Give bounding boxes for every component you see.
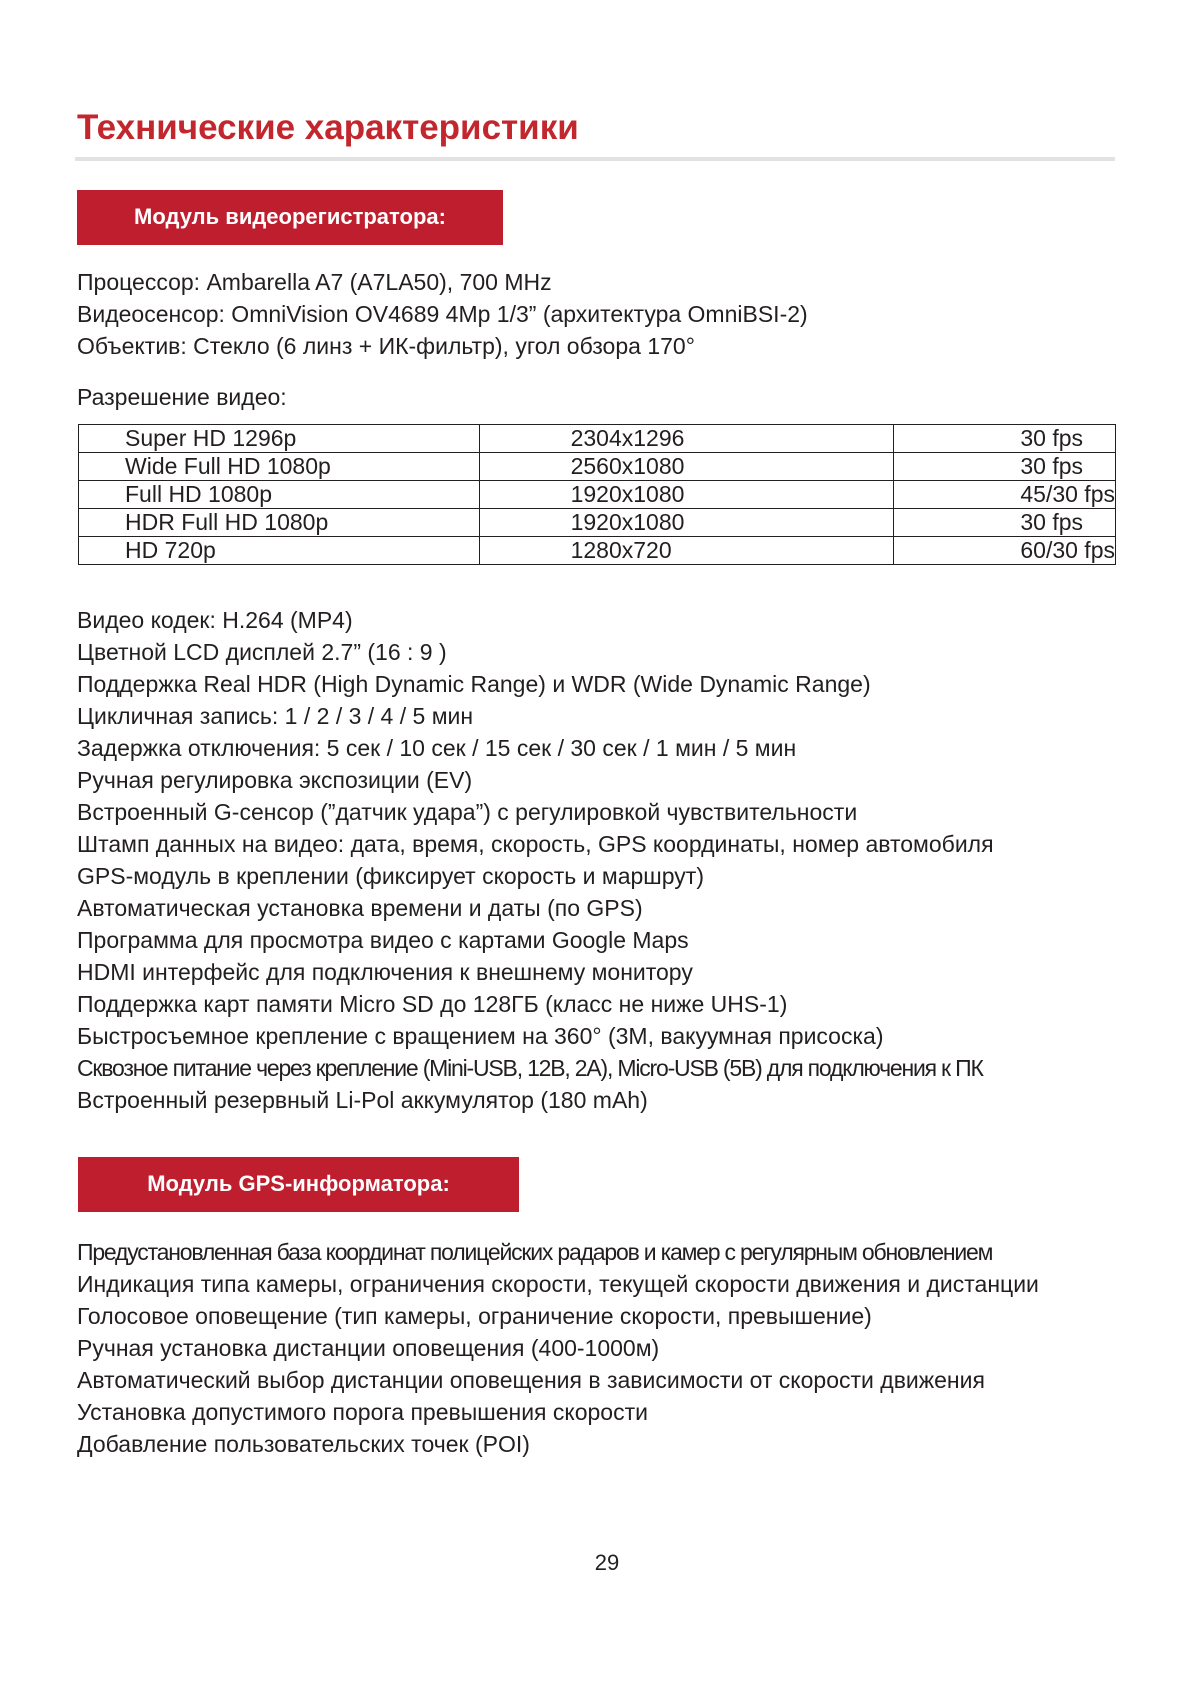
table-cell-fps: 60/30 fps (894, 537, 1116, 565)
feature-line: Сквозное питание через крепление (Mini-USB, 12В, 2А), Micro-USB (5В) для подключения к ПК (77, 1055, 983, 1081)
table-cell-mode: Full HD 1080p (79, 481, 480, 509)
page-title: Технические характеристики (77, 108, 579, 147)
feature-line: Встроенный резервный Li-Pol аккумулятор (180 mAh) (77, 1087, 648, 1113)
spec-line: Процессор: Ambarella A7 (A7LA50), 700 MHz (77, 269, 552, 295)
page-number: 29 (594, 1550, 620, 1575)
table-cell-fps: 30 fps (894, 453, 1116, 481)
feature-line: Индикация типа камеры, ограничения скорости, текущей скорости движения и дистанции (77, 1271, 1039, 1297)
feature-line: Поддержка карт памяти Micro SD до 128ГБ (класс не ниже UHS-1) (77, 991, 788, 1017)
feature-line: Цикличная запись: 1 / 2 / 3 / 4 / 5 мин (77, 703, 474, 729)
table-cell-resolution: 1920x1080 (479, 509, 894, 537)
resolution-table (78, 424, 1116, 565)
feature-line: Голосовое оповещение (тип камеры, ограничение скорости, превышение) (77, 1303, 872, 1329)
feature-line: Задержка отключения: 5 сек / 10 сек / 15 сек / 30 сек / 1 мин / 5 мин (77, 735, 797, 761)
feature-line: HDMI интерфейс для подключения к внешнему монитору (77, 959, 693, 985)
feature-line: Быстросъемное крепление с вращением на 360° (3M, вакуумная присоска) (77, 1023, 884, 1049)
feature-line: Автоматическая установка времени и даты (по GPS) (77, 895, 643, 921)
feature-line: Добавление пользовательских точек (POI) (77, 1431, 530, 1457)
video-resolution-label: Разрешение видео: (77, 384, 287, 410)
table-cell-resolution: 2560x1080 (479, 453, 894, 481)
feature-line: Цветной LCD дисплей 2.7” (16 : 9 ) (77, 639, 447, 665)
gps-module-heading: Модуль GPS-информатора: (78, 1157, 519, 1212)
table-cell-resolution: 1280x720 (479, 537, 894, 565)
table-cell-resolution: 2304x1296 (479, 425, 894, 453)
gps-feature-list (77, 1236, 1039, 1460)
feature-line: GPS-модуль в креплении (фиксирует скорость и маршрут) (77, 863, 704, 889)
feature-line: Ручная установка дистанции оповещения (400-1000м) (77, 1335, 660, 1361)
feature-line: Штамп данных на видео: дата, время, скорость, GPS координаты, номер автомобиля (77, 831, 994, 857)
table-row (79, 537, 1116, 565)
table-cell-mode: Super HD 1296p (79, 425, 480, 453)
table-row (79, 481, 1116, 509)
feature-line: Видео кодек: H.264 (MP4) (77, 607, 353, 633)
feature-line: Ручная регулировка экспозиции (EV) (77, 767, 473, 793)
table-cell-mode: Wide Full HD 1080p (79, 453, 480, 481)
feature-line: Установка допустимого порога превышения скорости (77, 1399, 648, 1425)
table-cell-mode: HD 720p (79, 537, 480, 565)
dvr-feature-list (77, 604, 994, 1116)
table-row (79, 453, 1116, 481)
feature-line: Предустановленная база координат полицейских радаров и камер с регулярным обновлением (77, 1239, 993, 1265)
table-cell-mode: HDR Full HD 1080p (79, 509, 480, 537)
dvr-intro-list (77, 266, 808, 362)
feature-line: Программа для просмотра видео с картами Google Maps (77, 927, 689, 953)
spec-line: Видеосенсор: OmniVision OV4689 4Mp 1/3” (архитектура OmniBSI-2) (77, 301, 808, 327)
table-cell-fps: 45/30 fps (894, 481, 1116, 509)
table-cell-resolution: 1920x1080 (479, 481, 894, 509)
table-cell-fps: 30 fps (894, 425, 1116, 453)
spec-line: Объектив: Стекло (6 линз + ИК-фильтр), угол обзора 170° (77, 333, 695, 359)
feature-line: Автоматический выбор дистанции оповещения в зависимости от скорости движения (77, 1367, 985, 1393)
table-cell-fps: 30 fps (894, 509, 1116, 537)
title-divider (75, 157, 1115, 161)
table-row (79, 425, 1116, 453)
feature-line: Поддержка Real HDR (High Dynamic Range) и WDR (Wide Dynamic Range) (77, 671, 871, 697)
table-row (79, 509, 1116, 537)
feature-line: Встроенный G-сенсор (”датчик удара”) с регулировкой чувствительности (77, 799, 858, 825)
dvr-module-heading: Модуль видеорегистратора: (77, 190, 503, 245)
